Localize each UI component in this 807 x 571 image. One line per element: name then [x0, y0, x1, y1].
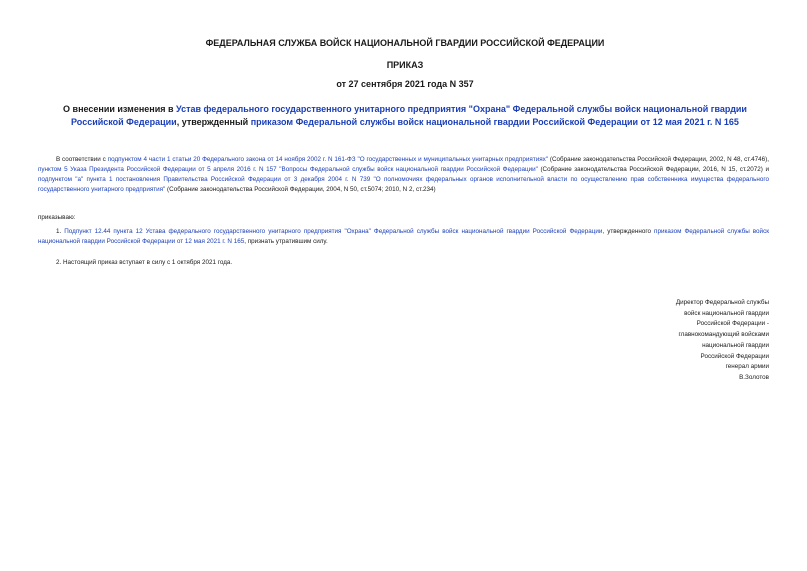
signature-line: национальной гвардии	[702, 341, 769, 349]
subject-text-2: , утвержденный	[176, 117, 251, 127]
resolution-739-link[interactable]: подпунктом "а" пункта 1 постановления Правительства Российской Федерации от 3 декабря 2004 г. N 739 "О полномочиях федеральных органов исполнительной власти по осуществлению прав собственника имущества федерального государственного унитарного предприятия"	[38, 176, 769, 193]
order-item-2: 2. Настоящий приказ вступает в силу с 1 октября 2021 года.	[56, 259, 233, 266]
order-165-link[interactable]: приказом Федеральной службы войск национальной гвардии Российской Федерации от 12 мая 2021 г. N 165	[250, 117, 739, 127]
order-word: приказываю:	[38, 214, 76, 221]
organization-title: ФЕДЕРАЛЬНАЯ СЛУЖБА ВОЙСК НАЦИОНАЛЬНОЙ ГВАРДИИ РОССИЙСКОЙ ФЕДЕРАЦИИ	[205, 38, 605, 48]
preamble-text-2: (Собрание законодательства Российской Федерации, 2002, N 48, ст.4746),	[548, 156, 770, 163]
item1-number: 1.	[56, 228, 65, 235]
signer-name: В.Золотов	[739, 373, 769, 381]
item1-text-2: , утвержденного	[602, 228, 655, 235]
signature-line: войск национальной гвардии	[684, 309, 769, 317]
document-date-number: от 27 сентября 2021 года N 357	[336, 79, 474, 89]
signature-line: Российской Федерации	[700, 352, 769, 360]
federal-law-161-link[interactable]: подпунктом 4 части 1 статьи 20 Федерального закона от 14 ноября 2002 г. N 161-ФЗ "О государственных и муниципальных унитарных предприятиях"	[107, 156, 549, 163]
decree-157-link[interactable]: пунктом 5 Указа Президента Российской Федерации от 5 апреля 2016 г. N 157 "Вопросы Федеральной службы войск национальной гвардии Российской Федерации"	[38, 166, 538, 173]
item1-order-165-link[interactable]: приказом Федеральной службы войск национальной гвардии Российской Федерации от 12 мая 2021 г. N 165	[38, 228, 769, 245]
signature-line: главнокомандующий войсками	[678, 331, 769, 339]
charter-link[interactable]: Устав федерального государственного унитарного предприятия "Охрана" Федеральной службы войск национальной гвардии Российской Федерации	[71, 104, 747, 127]
signature-line: генерал армии	[725, 363, 769, 371]
preamble-text-4: (Собрание законодательства Российской Федерации, 2004, N 50, ст.5074; 2010, N 2, ст.234)	[165, 186, 436, 193]
subject-text-1: О внесении изменения в	[63, 104, 177, 114]
preamble-paragraph	[38, 155, 769, 195]
preamble-text-3: (Собрание законодательства Российской Федерации, 2016, N 15, ст.2072) и	[537, 166, 769, 173]
subclause-12-44-link[interactable]: Подпункт 12.44 пункта 12 Устава федерального государственного унитарного предприятия "Охрана" Федеральной службы войск национальной гвардии Российской Федерации	[64, 228, 603, 235]
item1-text-3: , признать утратившим силу.	[244, 238, 328, 245]
document-subject	[40, 103, 770, 129]
signature-line: Российской Федерации -	[696, 320, 769, 328]
signature-block	[569, 298, 769, 384]
document-type: ПРИКАЗ	[386, 60, 424, 70]
order-item-1	[38, 227, 769, 247]
signature-line: Директор Федеральной службы	[675, 299, 769, 306]
preamble-text-1: В соответствии с	[56, 156, 108, 163]
